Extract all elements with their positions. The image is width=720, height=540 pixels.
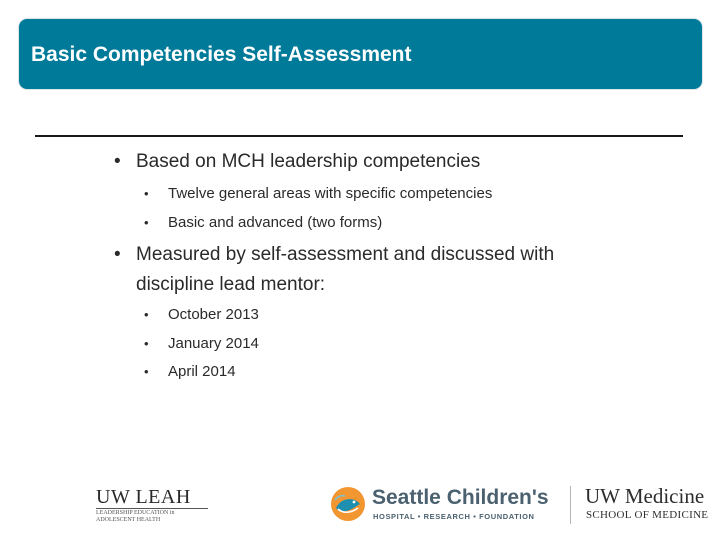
uw-leah-logo-subtitle-line-1: LEADERSHIP EDUCATION in (96, 510, 175, 516)
slide-title: Basic Competencies Self-Assessment (31, 43, 412, 66)
sub-bullet-text: Basic and advanced (two forms) (168, 214, 383, 231)
sub-bullet-text: Twelve general areas with specific competencies (168, 185, 493, 202)
seattle-childrens-logo-subtitle: HOSPITAL • RESEARCH • FOUNDATION (373, 512, 535, 521)
seattle-childrens-logo-name: Seattle Children's (372, 486, 549, 509)
whale-icon (330, 486, 366, 522)
uw-medicine-logo-name: UW Medicine (585, 484, 705, 508)
uw-medicine-logo (585, 484, 713, 526)
sub-bullet-text: April 2014 (168, 363, 236, 380)
sub-bullet-text: January 2014 (168, 335, 259, 352)
bullet-text: Based on MCH leadership competencies (136, 151, 481, 172)
uw-leah-logo-subtitle (96, 510, 174, 524)
bullet-icon: • (114, 244, 121, 265)
seattle-childrens-logo (330, 484, 560, 526)
bullet-icon: • (144, 307, 149, 322)
bullet-icon: • (114, 151, 121, 172)
uw-leah-logo (84, 486, 204, 526)
uw-leah-logo-name: UW LEAH (96, 486, 191, 508)
bullet-icon: • (144, 186, 149, 201)
bullet-text-line-1: Measured by self-assessment and discussed with (136, 244, 555, 265)
bullet-icon: • (144, 215, 149, 230)
uw-medicine-logo-subtitle: SCHOOL OF MEDICINE (586, 509, 709, 521)
uw-leah-logo-rule (96, 508, 208, 509)
bullet-text-line-2: discipline lead mentor: (136, 274, 326, 295)
sub-bullet-text: October 2013 (168, 306, 259, 323)
logo-divider (570, 486, 571, 524)
bullet-icon: • (144, 364, 149, 379)
uw-leah-logo-subtitle-line-2: ADOLESCENT HEALTH (96, 517, 161, 523)
bullet-icon: • (144, 336, 149, 351)
